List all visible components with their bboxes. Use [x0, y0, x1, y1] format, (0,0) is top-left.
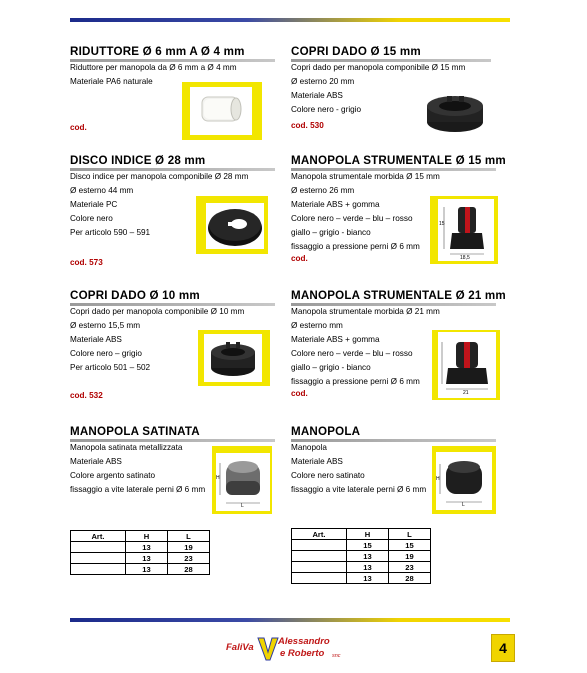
dim-label: L — [462, 502, 465, 508]
section-line: fissaggio a vite laterale perni Ø 6 mm — [291, 485, 427, 494]
section-line: Colore nero – grigio — [70, 349, 142, 358]
logo-mark — [256, 634, 280, 662]
section-title: MANOPOLA — [291, 425, 361, 438]
product-code: cod. 573 — [70, 258, 103, 267]
section-line: Materiale PC — [70, 200, 118, 209]
table-cell: 23 — [168, 553, 210, 564]
section-line: Manopola satinata metallizzata — [70, 443, 183, 452]
section-line: Ø esterno 20 mm — [291, 77, 355, 86]
product-photo — [216, 453, 270, 511]
section-line: Disco indice per manopola componibile Ø 28 mm — [70, 172, 249, 181]
table-cell: 13 — [126, 553, 168, 564]
product-photo — [438, 332, 496, 398]
table-cell: 28 — [168, 564, 210, 575]
table-cell — [292, 551, 347, 562]
logo-name-right: Alessandro — [278, 636, 330, 647]
table-cell: 15 — [347, 540, 389, 551]
section-title: RIDUTTORE Ø 6 mm A Ø 4 mm — [70, 45, 245, 58]
logo-name-left: FaliVa — [226, 642, 254, 653]
nut-cover-image — [204, 334, 262, 382]
product-photo — [206, 203, 264, 249]
section-line: Copri dado per manopola componibile Ø 15 mm — [291, 63, 466, 72]
top-divider — [70, 18, 510, 22]
section-line: Ø esterno 26 mm — [291, 186, 355, 195]
table-cell: 13 — [347, 562, 389, 573]
section-line: giallo – grigio - bianco — [291, 228, 371, 237]
section-line: fissaggio a vite laterale perni Ø 6 mm — [70, 485, 206, 494]
dim-label: 15 — [439, 221, 445, 227]
section-line: Materiale ABS — [291, 457, 343, 466]
table-row — [292, 562, 431, 573]
section-line: Ø esterno 15,5 mm — [70, 321, 141, 330]
table-row — [71, 553, 210, 564]
section-line: Copri dado per manopola componibile Ø 10 mm — [70, 307, 245, 316]
section-line: Materiale ABS — [70, 335, 122, 344]
section-line: Materiale ABS — [291, 91, 343, 100]
table-cell: 28 — [389, 573, 431, 584]
table-row — [292, 551, 431, 562]
section-line: Colore nero satinato — [291, 471, 365, 480]
dim-label: L — [241, 503, 244, 509]
product-photo — [190, 87, 252, 135]
section-title: MANOPOLA STRUMENTALE Ø 21 mm — [291, 289, 506, 302]
section-title: DISCO INDICE Ø 28 mm — [70, 154, 206, 167]
product-photo — [436, 452, 492, 510]
table-row — [71, 564, 210, 575]
section-line: Materiale ABS + gomma — [291, 200, 380, 209]
dim-label: 18,5 — [460, 255, 470, 261]
table-cell — [292, 540, 347, 551]
table-header: Art. — [71, 531, 126, 542]
table-header: H — [347, 529, 389, 540]
table-header: H — [126, 531, 168, 542]
instrument-knob-21-image — [438, 332, 496, 398]
table-cell: 23 — [389, 562, 431, 573]
section-line: Colore nero - grigio — [291, 105, 362, 114]
section-line: Per articolo 590 – 591 — [70, 228, 151, 237]
product-photo — [438, 199, 494, 261]
table-header: Art. — [292, 529, 347, 540]
logo-name-right: e Roberto — [280, 648, 325, 659]
table-cell: 13 — [347, 573, 389, 584]
section-line: Materiale PA6 naturale — [70, 77, 153, 86]
table-header: L — [168, 531, 210, 542]
section-line: Per articolo 501 – 502 — [70, 363, 151, 372]
section-line: Manopola strumentale morbida Ø 15 mm — [291, 172, 440, 181]
section-line: Colore argento satinato — [70, 471, 156, 480]
company-logo — [226, 634, 356, 664]
table-row — [292, 540, 431, 551]
table-cell — [71, 553, 126, 564]
table-cell — [71, 564, 126, 575]
table-cell — [292, 562, 347, 573]
section-title: MANOPOLA STRUMENTALE Ø 15 mm — [291, 154, 506, 167]
dim-label: H — [216, 475, 220, 481]
section-title: COPRI DADO Ø 10 mm — [70, 289, 200, 302]
size-table-left — [70, 530, 210, 575]
product-photo — [421, 88, 489, 136]
size-table-right — [291, 528, 431, 584]
section-title: MANOPOLA SATINATA — [70, 425, 200, 438]
reducer-image — [190, 87, 252, 135]
table-cell — [71, 542, 126, 553]
instrument-knob-15-image — [438, 199, 494, 261]
table-row — [71, 542, 210, 553]
page-number: 4 — [491, 634, 515, 662]
table-cell: 19 — [168, 542, 210, 553]
product-code: cod. 532 — [70, 391, 103, 400]
section-line: Ø esterno mm — [291, 321, 343, 330]
table-cell: 13 — [347, 551, 389, 562]
product-code: cod. — [70, 123, 87, 132]
section-line: Ø esterno 44 mm — [70, 186, 134, 195]
table-row — [292, 573, 431, 584]
product-code: cod. — [291, 389, 308, 398]
section-line: Materiale ABS + gomma — [291, 335, 380, 344]
table-header-row — [292, 529, 431, 540]
dim-label: H — [436, 476, 440, 482]
section-line: fissaggio a pressione perni Ø 6 mm — [291, 377, 420, 386]
section-line: giallo – grigio - bianco — [291, 363, 371, 372]
section-line: Manopola — [291, 443, 327, 452]
table-header-row — [71, 531, 210, 542]
product-photo — [204, 334, 262, 382]
section-line: Riduttore per manopola da Ø 6 mm a Ø 4 mm — [70, 63, 237, 72]
table-cell — [292, 573, 347, 584]
nut-cover-image — [421, 88, 489, 136]
dim-label: 21 — [463, 390, 469, 396]
table-cell: 13 — [126, 542, 168, 553]
section-line: Manopola strumentale morbida Ø 21 mm — [291, 307, 440, 316]
index-disc-image — [206, 203, 264, 249]
logo-snc: snc — [332, 653, 341, 659]
table-cell: 19 — [389, 551, 431, 562]
product-code: cod. 530 — [291, 121, 324, 130]
section-line: Colore nero – verde – blu – rosso — [291, 214, 413, 223]
bottom-divider — [70, 618, 510, 622]
table-cell: 15 — [389, 540, 431, 551]
section-line: Colore nero – verde – blu – rosso — [291, 349, 413, 358]
section-line: Colore nero — [70, 214, 113, 223]
section-line: Materiale ABS — [70, 457, 122, 466]
table-cell: 13 — [126, 564, 168, 575]
table-header: L — [389, 529, 431, 540]
product-code: cod. — [291, 254, 308, 263]
section-line: fissaggio a pressione perni Ø 6 mm — [291, 242, 420, 251]
section-title: COPRI DADO Ø 15 mm — [291, 45, 421, 58]
